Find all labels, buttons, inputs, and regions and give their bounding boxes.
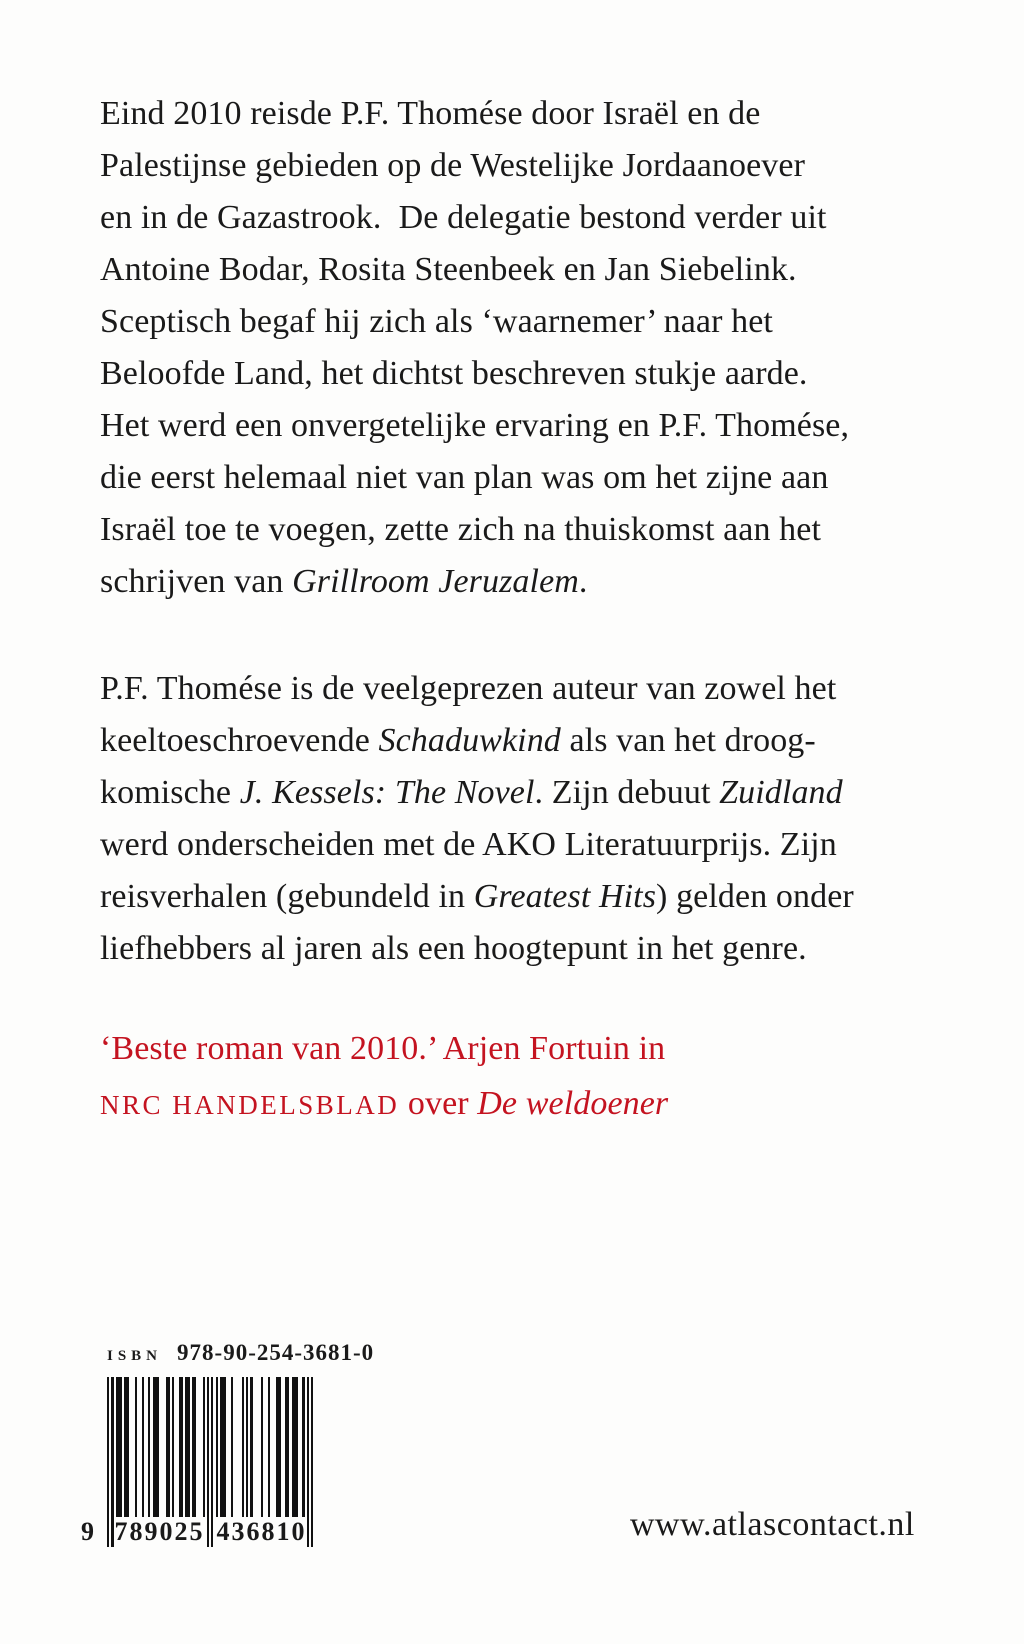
text-segment: liefhebbers al jaren als een hoogtepunt in het genre.: [100, 930, 807, 967]
text-line: [100, 819, 854, 871]
text-line: [100, 192, 849, 244]
barcode-digits-left: 789025: [114, 1517, 205, 1546]
text-segment: NRC HANDELSBLAD: [100, 1090, 400, 1120]
text-line: [100, 767, 854, 819]
review-quote: [100, 1021, 668, 1133]
text-segment: J. Kessels: The Novel: [239, 774, 535, 811]
ean13-barcode: [81, 1377, 313, 1557]
text-line: [100, 88, 849, 140]
text-segment: en in de Gazastrook. De delegatie bestond verder uit: [100, 199, 827, 236]
text-line: [100, 504, 849, 556]
text-segment: keeltoeschroevende: [100, 722, 379, 759]
text-line: [100, 348, 849, 400]
text-segment: over: [399, 1085, 478, 1122]
text-line: [100, 400, 849, 452]
text-segment: ) gelden onder: [656, 878, 854, 915]
text-segment: als van het droog-: [560, 722, 816, 759]
barcode-digit-first: 9: [81, 1517, 94, 1546]
text-segment: werd onderscheiden met de AKO Literatuurprijs. Zijn: [100, 826, 837, 863]
text-segment: ‘Beste roman van 2010.’ Arjen Fortuin in: [100, 1030, 666, 1067]
publisher-website: www.atlascontact.nl: [630, 1506, 915, 1543]
text-line: [100, 663, 854, 715]
text-segment: Grillroom Jeruzalem: [292, 563, 579, 600]
text-segment: De weldoener: [477, 1085, 669, 1122]
text-line: [100, 140, 849, 192]
text-segment: Greatest Hits: [473, 878, 657, 915]
text-line: [100, 923, 854, 975]
text-line: [100, 1076, 668, 1133]
text-segment: reisverhalen (gebundeld in: [100, 878, 474, 915]
text-segment: Beloofde Land, het dichtst beschreven stukje aarde.: [100, 355, 808, 392]
barcode-bar: [311, 1377, 313, 1547]
text-line: [100, 452, 849, 504]
text-line: [100, 296, 849, 348]
intro-paragraph: [100, 88, 849, 608]
text-line: [100, 556, 849, 608]
barcode-digits-right: 436810: [216, 1517, 307, 1546]
text-segment: . Zijn debuut: [534, 774, 720, 811]
isbn-label: ISBN: [107, 1348, 163, 1364]
text-segment: Eind 2010 reisde P.F. Thomése door Israël en de: [100, 95, 761, 132]
text-segment: Israël toe te voegen, zette zich na thuiskomst aan het: [100, 511, 822, 548]
text-line: [100, 1021, 668, 1076]
text-segment: Palestijnse gebieden op de Westelijke Jordaanoever: [100, 147, 806, 184]
author-bio-paragraph: [100, 663, 854, 975]
text-line: [100, 715, 854, 767]
text-segment: die eerst helemaal niet van plan was om het zijne aan: [100, 459, 829, 496]
text-segment: Zuidland: [719, 774, 843, 811]
text-segment: Antoine Bodar, Rosita Steenbeek en Jan Siebelink.: [100, 251, 797, 288]
text-line: [100, 244, 849, 296]
text-segment: .: [578, 563, 588, 600]
text-segment: P.F. Thomése is de veelgeprezen auteur van zowel het: [100, 670, 837, 707]
isbn-number: 978-90-254-3681-0: [177, 1340, 375, 1365]
text-segment: Sceptisch begaf hij zich als ‘waarnemer’ naar het: [100, 303, 773, 340]
text-segment: komische: [100, 774, 240, 811]
text-line: [100, 871, 854, 923]
text-segment: Schaduwkind: [378, 722, 561, 759]
text-segment: schrijven van: [100, 563, 293, 600]
text-segment: Het werd een onvergetelijke ervaring en P.F. Thomése,: [100, 407, 850, 444]
isbn-line: [107, 1340, 374, 1366]
